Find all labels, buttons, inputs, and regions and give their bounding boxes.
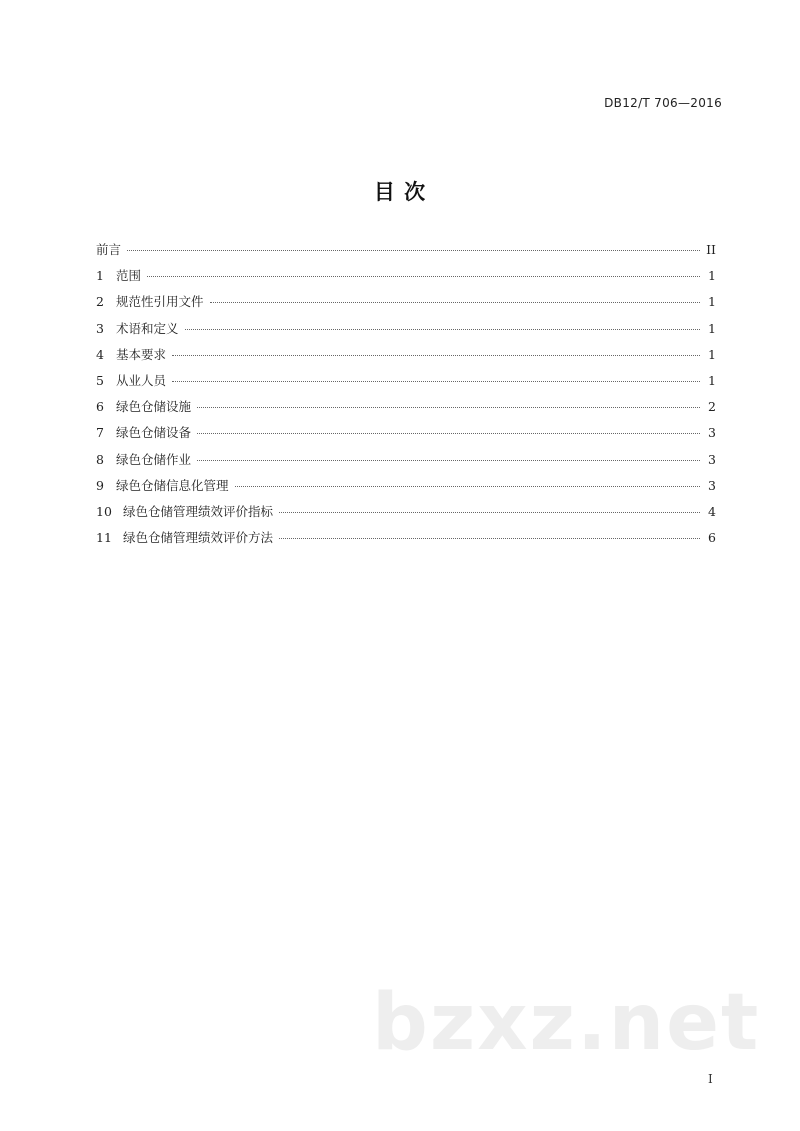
toc-section-number: 11 [96, 530, 112, 546]
toc-row-10[interactable] [96, 502, 716, 528]
toc-row-11[interactable] [96, 528, 716, 554]
toc-label: 前言 [96, 242, 122, 257]
toc-leader-dots [279, 512, 700, 513]
toc-row-foreword[interactable] [96, 240, 716, 266]
toc-label: 绿色仓储信息化管理 [116, 477, 229, 493]
toc-leader-dots [172, 381, 700, 382]
toc-page-number: 3 [708, 451, 716, 467]
toc-leader-dots [127, 250, 700, 251]
table-of-contents [96, 240, 716, 554]
toc-leader-dots [197, 433, 700, 434]
toc-leader-dots [197, 460, 700, 461]
toc-section-number: 4 [96, 346, 104, 362]
toc-page-number: 1 [708, 268, 716, 284]
toc-label: 绿色仓储设备 [116, 425, 192, 441]
toc-page-number: 1 [708, 294, 716, 310]
toc-label: 绿色仓储管理绩效评价指标 [123, 503, 274, 519]
toc-row-2[interactable] [96, 292, 716, 318]
toc-row-7[interactable] [96, 423, 716, 449]
toc-leader-dots [185, 329, 700, 330]
toc-row-8[interactable] [96, 450, 716, 476]
watermark: bzxz.net [372, 978, 761, 1068]
toc-leader-dots [235, 486, 700, 487]
toc-page-number: 3 [708, 477, 716, 493]
toc-section-number: 10 [96, 503, 112, 519]
toc-leader-dots [279, 538, 700, 539]
toc-page-number: 1 [708, 372, 716, 388]
toc-page-number: 1 [708, 320, 716, 336]
toc-row-6[interactable] [96, 397, 716, 423]
toc-page-number: 6 [708, 530, 716, 546]
toc-label: 基本要求 [116, 346, 167, 362]
toc-section-number: 9 [96, 477, 104, 493]
toc-label: 范围 [116, 268, 142, 284]
toc-label: 绿色仓储管理绩效评价方法 [123, 530, 274, 546]
toc-page-number: 4 [708, 503, 716, 519]
toc-section-number: 5 [96, 372, 104, 388]
toc-label: 术语和定义 [116, 320, 179, 336]
toc-row-5[interactable] [96, 371, 716, 397]
standard-code: DB12/T 706—2016 [604, 96, 722, 110]
toc-section-number: 7 [96, 425, 104, 441]
toc-leader-dots [210, 302, 700, 303]
toc-section-number: 1 [96, 268, 104, 284]
toc-label: 绿色仓储设施 [116, 399, 192, 415]
toc-leader-dots [172, 355, 700, 356]
toc-row-9[interactable] [96, 476, 716, 502]
toc-page-number: II [706, 242, 716, 257]
toc-section-number: 2 [96, 294, 104, 310]
page-number: I [708, 1072, 713, 1086]
toc-page-number: 3 [708, 425, 716, 441]
toc-row-1[interactable] [96, 266, 716, 292]
toc-row-4[interactable] [96, 345, 716, 371]
toc-label: 绿色仓储作业 [116, 451, 192, 467]
toc-label: 规范性引用文件 [116, 294, 204, 310]
page-title: 目 次 [373, 180, 427, 204]
toc-section-number: 3 [96, 320, 104, 336]
toc-page-number: 1 [708, 346, 716, 362]
toc-section-number: 8 [96, 451, 104, 467]
toc-section-number: 6 [96, 399, 104, 415]
toc-page-number: 2 [708, 399, 716, 415]
toc-leader-dots [197, 407, 700, 408]
toc-row-3[interactable] [96, 319, 716, 345]
toc-label: 从业人员 [116, 372, 167, 388]
toc-leader-dots [147, 276, 700, 277]
